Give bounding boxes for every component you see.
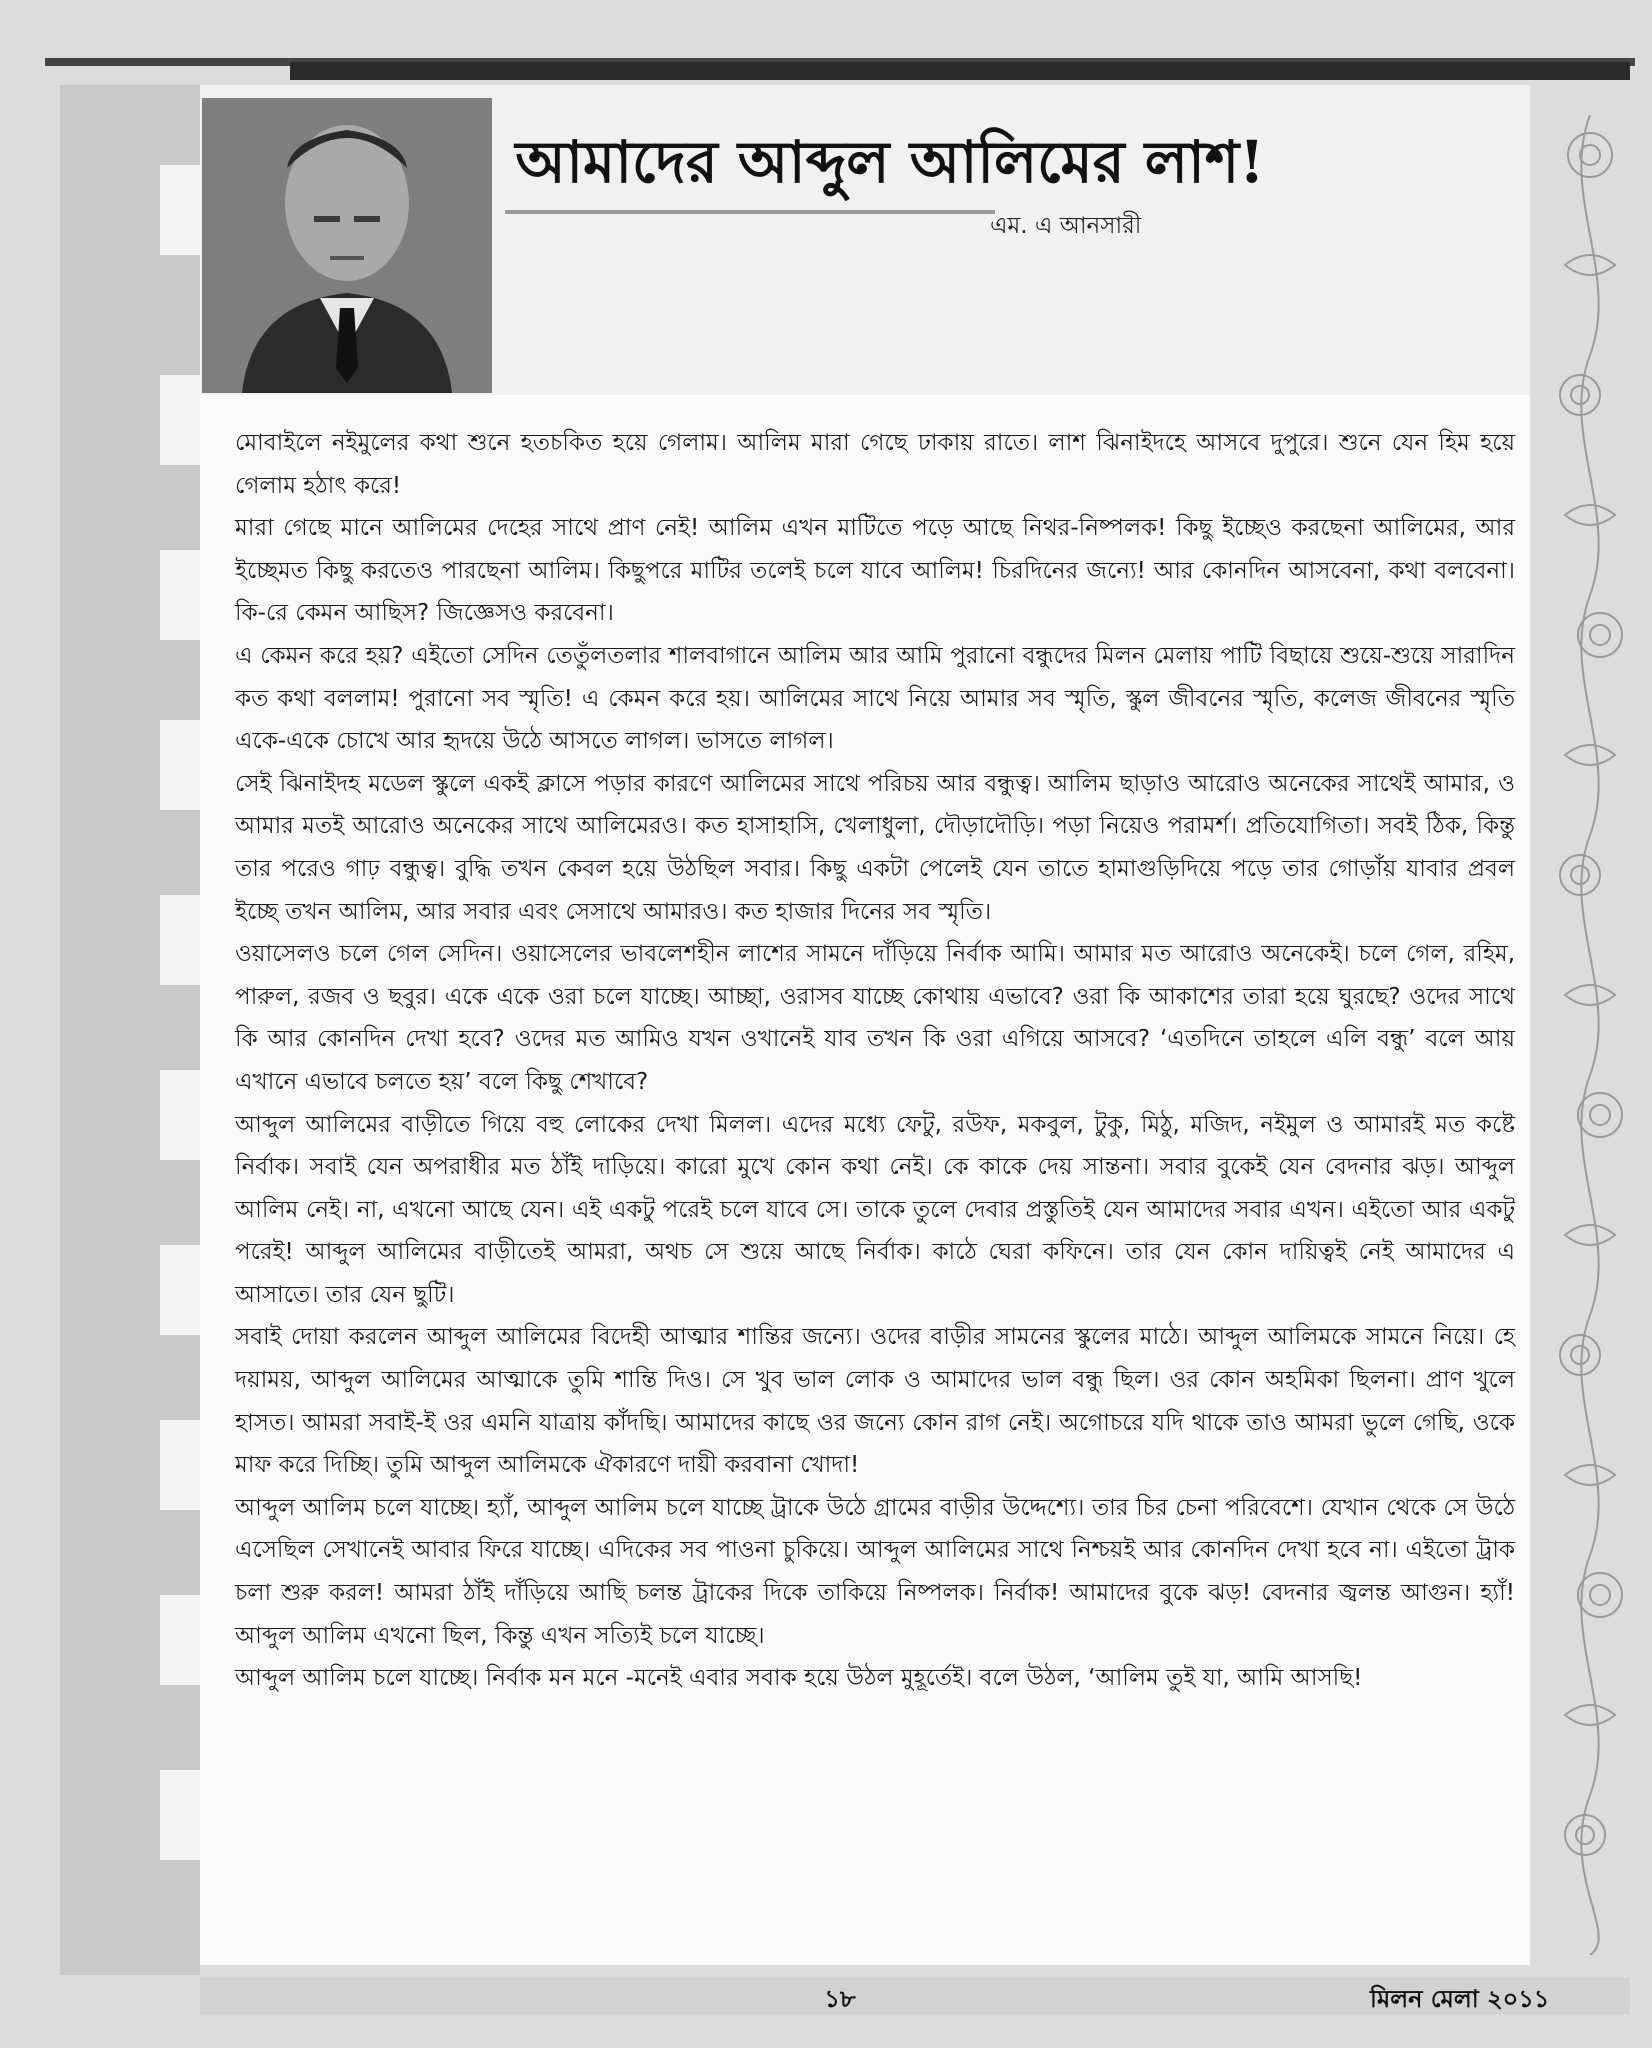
paragraph: আব্দুল আলিম চলে যাচ্ছে। নির্বাক মন মনে -মনেই এবার সবাক হয়ে উঠল মুহূর্তেই। বলে উঠল, ‘আলিম তুই যা, আমি আসছি! (235, 1665, 1363, 1692)
paragraph: সেই ঝিনাইদহ মডেল স্কুলে একই ক্লাসে পড়ার কারণে আলিমের সাথে পরিচয় আর বন্ধুত্ব। আলিম ছাড়াও আরোও অনেকের সাথেই আমার, ও আমার মতই আরোও অনেকের সাথে আলিমেরও। কত হাসাহাসি, খেলাধুলা, দৌড়াদৌড়ি। পড়া নিয়েও পরামর্শ। প্রতিযোগিতা। সবই ঠিক, কিন্তু তার পরেও গাঢ় বন্ধুত্ব। বুদ্ধি তখন কেবল হয়ে উঠছিল সবার। কিছু একটা পেলেই যেন তাতে হামাগুড়িদিয়ে পড়ে তার গোড়াঁয় যাবার প্রবল ইচ্ছে তখন আলিম, আর সবার এবং সেসাথে আমারও। কত হাজার দিনের সব স্মৃতি। (235, 770, 1515, 925)
left-stripe (160, 1070, 205, 1160)
top-rule-thick (290, 62, 1630, 80)
paragraph: মারা গেছে মানে আলিমের দেহের সাথে প্রাণ নেই! আলিম এখন মাটিতে পড়ে আছে নিথর-নিষ্পলক! কিছু ইচ্ছেও করছেনা আলিমের, আর ইচ্ছেমত কিছু করতেও পারছেনা আলিম। কিছুপরে মাটির তলেই চলে যাবে আলিম! চিরদিনের জন্যে! আর কোনদিন আসবেনা, কথা বলবেনা। কি-রে কেমন আছিস? জিজ্ঞেসও করবেনা। (235, 515, 1515, 627)
author-name: এম. এ আনসারী (990, 213, 1142, 239)
left-stripe (160, 720, 205, 810)
paragraph: আব্দুল আলিম চলে যাচ্ছে। হ্যাঁ, আব্দুল আলিম চলে যাচ্ছে ট্রাকে উঠে গ্রামের বাড়ীর উদ্দেশ্যে। তার চির চেনা পরিবেশে। যেখান থেকে সে উঠে এসেছিল সেখানেই আবার ফিরে যাচ্ছে। এদিকের সব পাওনা চুকিয়ে। আব্দুল আলিমের সাথে নিশ্চয়ই আর কোনদিন দেখা হবে না। এইতো ট্রাক চলা শুরু করল! আমরা ঠাঁই দাঁড়িয়ে আছি চলন্ত ট্রাকের দিকে তাকিয়ে নিষ্পলক। নির্বাক! আমাদের বুকে ঝড়! বেদনার জ্বলন্ত আগুন। হ্যাঁ! আব্দুল আলিম এখনো ছিল, কিন্তু এখন সত্যিই চলে যাচ্ছে। (235, 1494, 1515, 1649)
left-stripe (160, 895, 205, 985)
left-stripe (160, 375, 205, 465)
page-number: ১৮ (824, 1985, 856, 2013)
left-stripe (160, 1420, 205, 1510)
left-stripe (160, 1245, 205, 1335)
left-margin-panel (60, 85, 200, 1975)
left-stripe (160, 550, 205, 640)
portrait-image (202, 98, 492, 393)
title-underline (505, 210, 995, 214)
left-stripe (160, 165, 205, 255)
paragraph: ওয়াসেলও চলে গেল সেদিন। ওয়াসেলের ভাবলেশহীন লাশের সামনে দাঁড়িয়ে নির্বাক আমি। আমার মত আরোও অনেকেই। চলে গেল, রহিম, পারুল, রজব ও ছবুর। একে একে ওরা চলে যাচ্ছে। আচ্ছা, ওরাসব যাচ্ছে কোথায় এভাবে? ওরা কি আকাশের তারা হয়ে ঘুরছে? ওদের সাথে কি আর কোনদিন দেখা হবে? ওদের মত আমিও যখন ওখানেই যাব তখন কি ওরা এগিয়ে আসবে? ‘এতদিনে তাহলে এলি বন্ধু’ বলে আয় এখানে এভাবে চলতে হয়’ বলে কিছু শেখাবে? (235, 941, 1515, 1095)
paragraph: আব্দুল আলিমের বাড়ীতে গিয়ে বহু লোকের দেখা মিলল। এদের মধ্যে ফেটু, রউফ, মকবুল, টুকু, মিঠু, মজিদ, নইমুল ও আমারই মত কষ্টে নির্বাক। সবাই যেন অপরাধীর মত ঠাঁই দাড়িয়ে। কারো মুখে কোন কথা নেই। কে কাকে দেয় সান্তনা। সবার বুকেই যেন বেদনার ঝড়। আব্দুল আলিম নেই। না, এখনো আছে যেন। এই একটু পরেই চলে যাবে সে। তাকে তুলে দেবার প্রস্তুতিই যেন আমাদের সবার এখন। এইতো আর একটু পরেই! আব্দুল আলিমের বাড়ীতেই আমরা, অথচ সে শুয়ে আছে নির্বাক। কাঠে ঘেরা কফিনে। তার যেন কোন দায়িত্বই নেই আমাদের এ আসাতে। তার যেন ছুটি। (235, 1111, 1515, 1308)
paragraph: সবাই দোয়া করলেন আব্দুল আলিমের বিদেহী আত্মার শান্তির জন্যে। ওদের বাড়ীর সামনের স্কুলের মাঠে। আব্দুল আলিমকে সামনে নিয়ে। হে দয়াময়, আব্দুল আলিমের আত্মাকে তুমি শান্তি দিও। সে খুব ভাল লোক ও আমাদের ভাল বন্ধু ছিল। ওর কোন অহমিকা ছিলনা। প্রাণ খুলে হাসত। আমরা সবাই-ই ওর এমনি যাত্রায় কাঁদছি। আমাদের কাছে ওর জন্যে কোন রাগ নেই। অগোচরে যদি থাকে তাও আমরা ভুলে গেছি, ওকে মাফ করে দিচ্ছি। তুমি আব্দুল আলিমকে ঐকারণে দায়ী করবানা খোদা! (235, 1324, 1515, 1479)
article-body (235, 422, 1515, 1700)
paragraph: এ কেমন করে হয়? এইতো সেদিন তেতুঁলতলার শালবাগানে আলিম আর আমি পুরানো বন্ধুদের মিলন মেলায় পাটি বিছায়ে শুয়ে-শুয়ে সারাদিন কত কথা বললাম! পুরানো সব স্মৃতি! এ কেমন করে হয়। আলিমের সাথে নিয়ে আমার সব স্মৃতি, স্কুল জীবনের স্মৃতি, কলেজ জীবনের স্মৃতি একে-একে চোখে আর হৃদয়ে উঠে আসতে লাগল। ভাসতে লাগল। (235, 642, 1515, 755)
paragraph: মোবাইলে নইমুলের কথা শুনে হতচকিত হয়ে গেলাম। আলিম মারা গেছে ঢাকায় রাতে। লাশ ঝিনাইদহে আসবে দুপুরে। শুনে যেন হিম হয়ে গেলাম হঠাৎ করে! (235, 430, 1515, 499)
article-title: আমাদের আব্দুল আলিমের লাশ! (515, 128, 1265, 196)
left-stripe (160, 1595, 205, 1685)
publication-title: মিলন মেলা ২০১১ (1370, 1985, 1550, 2013)
left-stripe (160, 1770, 205, 1860)
author-photo (202, 98, 492, 393)
floral-border-ornament (1545, 115, 1635, 1955)
